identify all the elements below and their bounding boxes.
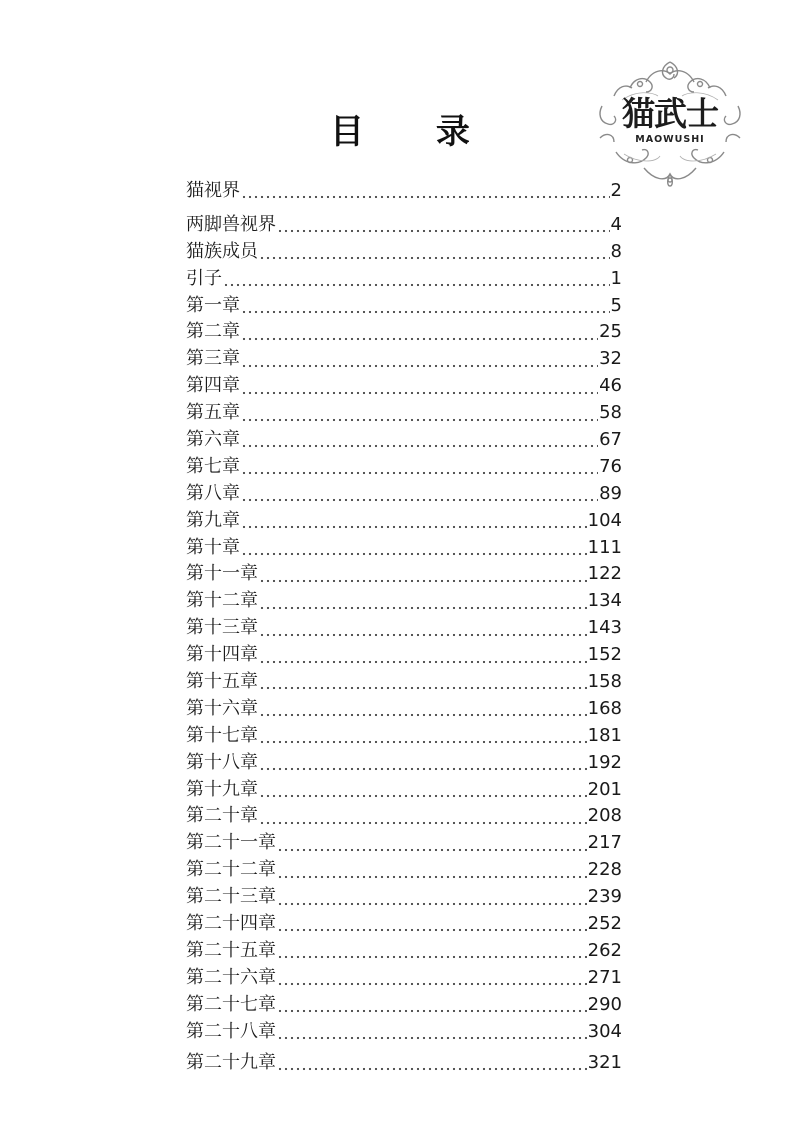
- page-title: 目 录: [330, 112, 500, 152]
- toc-entry-page-number: 181: [587, 724, 622, 746]
- toc-entry: [186, 481, 622, 508]
- dot-leader: [277, 1009, 587, 1013]
- toc-entry-label: 第二十一章: [186, 832, 276, 854]
- dot-leader: [277, 848, 587, 852]
- dot-leader: [259, 579, 587, 583]
- table-of-contents: [186, 178, 622, 1076]
- toc-entry: [186, 750, 622, 777]
- toc-entry-label: 第十九章: [186, 778, 258, 800]
- toc-entry-label: 第二十七章: [186, 993, 276, 1015]
- toc-entry-label: 猫族成员: [186, 240, 258, 262]
- toc-entry: [186, 911, 622, 938]
- toc-entry-page-number: 158: [587, 671, 622, 693]
- toc-entry-page-number: 262: [587, 939, 622, 961]
- dot-leader: [259, 256, 610, 260]
- toc-entry: [186, 373, 622, 400]
- toc-entry-page-number: 76: [599, 455, 622, 477]
- dot-leader: [277, 1036, 587, 1040]
- dot-leader: [259, 821, 587, 825]
- toc-entry-page-number: 192: [587, 751, 622, 773]
- toc-entry-label: 第十二章: [186, 590, 258, 612]
- toc-entry: [186, 239, 622, 266]
- toc-entry: [186, 508, 622, 535]
- toc-entry-label: 第十一章: [186, 563, 258, 585]
- toc-entry: [186, 293, 622, 320]
- toc-entry-label: 第十五章: [186, 671, 258, 693]
- toc-entry-page-number: 152: [587, 644, 622, 666]
- toc-entry-label: 第二十五章: [186, 939, 276, 961]
- toc-entry: [186, 588, 622, 615]
- dot-leader: [223, 283, 610, 287]
- dot-leader: [277, 928, 587, 932]
- logo-subtitle: MAOWUSHI: [635, 134, 705, 145]
- toc-entry-page-number: 25: [599, 321, 622, 343]
- toc-entry-label: 第二十六章: [186, 966, 276, 988]
- toc-entry: [186, 723, 622, 750]
- toc-entry: [186, 669, 622, 696]
- toc-entry: [186, 561, 622, 588]
- toc-entry-page-number: 143: [587, 617, 622, 639]
- toc-entry-page-number: 321: [587, 1051, 622, 1073]
- toc-entry: [186, 1050, 622, 1077]
- toc-entry-page-number: 46: [599, 375, 622, 397]
- toc-entry-page-number: 122: [587, 563, 622, 585]
- toc-entry-label: 第七章: [186, 455, 240, 477]
- toc-entry: [186, 615, 622, 642]
- toc-entry: [186, 696, 622, 723]
- toc-entry: [186, 266, 622, 293]
- dot-leader: [241, 418, 598, 422]
- toc-entry-label: 第八章: [186, 482, 240, 504]
- toc-entry-label: 第六章: [186, 429, 240, 451]
- toc-entry-label: 第十七章: [186, 724, 258, 746]
- toc-entry-page-number: 290: [587, 993, 622, 1015]
- dot-leader: [259, 633, 587, 637]
- toc-entry-label: 第十八章: [186, 751, 258, 773]
- toc-entry-label: 第四章: [186, 375, 240, 397]
- toc-entry: [186, 212, 622, 239]
- toc-entry-page-number: 2: [610, 180, 622, 201]
- toc-entry-label: 第一章: [186, 294, 240, 316]
- toc-entry-label: 第十四章: [186, 644, 258, 666]
- toc-entry-label: 引子: [186, 267, 222, 289]
- dot-leader: [241, 471, 598, 475]
- toc-entry-page-number: 5: [610, 294, 622, 316]
- dot-leader: [277, 875, 587, 879]
- toc-entry-label: 第九章: [186, 509, 240, 531]
- toc-entry-page-number: 168: [587, 697, 622, 719]
- toc-entry: [186, 346, 622, 373]
- toc-entry-label: 第五章: [186, 402, 240, 424]
- toc-entry: [186, 319, 622, 346]
- toc-entry-page-number: 271: [587, 966, 622, 988]
- toc-entry-page-number: 67: [599, 429, 622, 451]
- toc-entry: [186, 427, 622, 454]
- dot-leader: [259, 686, 587, 690]
- toc-entry-label: 第十六章: [186, 697, 258, 719]
- toc-entry: [186, 642, 622, 669]
- toc-entry-label: 猫视界: [186, 180, 240, 201]
- toc-entry: [186, 857, 622, 884]
- dot-leader: [259, 713, 587, 717]
- toc-entry-page-number: 201: [587, 778, 622, 800]
- logo-title: 猫武士: [622, 94, 718, 133]
- toc-entry-page-number: 228: [587, 859, 622, 881]
- dot-leader: [241, 391, 598, 395]
- toc-entry: [186, 535, 622, 562]
- toc-entry: [186, 965, 622, 992]
- dot-leader: [241, 498, 598, 502]
- toc-entry-page-number: 4: [610, 213, 622, 235]
- toc-entry-page-number: 134: [587, 590, 622, 612]
- dot-leader: [259, 794, 587, 798]
- toc-entry: [186, 777, 622, 804]
- dot-leader: [259, 767, 587, 771]
- series-logo: [596, 56, 744, 188]
- dot-leader: [259, 606, 587, 610]
- toc-entry-label: 第二十三章: [186, 886, 276, 908]
- toc-entry-label: 两脚兽视界: [186, 213, 276, 235]
- toc-entry: [186, 400, 622, 427]
- toc-entry: [186, 884, 622, 911]
- dot-leader: [241, 310, 610, 314]
- dot-leader: [277, 955, 587, 959]
- toc-entry: [186, 830, 622, 857]
- toc-entry-label: 第二十九章: [186, 1051, 276, 1073]
- toc-entry-page-number: 208: [587, 805, 622, 827]
- toc-entry-page-number: 239: [587, 886, 622, 908]
- toc-entry-page-number: 252: [587, 913, 622, 935]
- toc-entry-label: 第二十章: [186, 805, 258, 827]
- dot-leader: [241, 195, 610, 199]
- dot-leader: [277, 1067, 587, 1071]
- toc-entry-label: 第二十八章: [186, 1020, 276, 1042]
- toc-entry: [186, 992, 622, 1019]
- dot-leader: [259, 740, 587, 744]
- dot-leader: [277, 229, 610, 233]
- toc-entry-label: 第三章: [186, 348, 240, 370]
- dot-leader: [241, 444, 598, 448]
- toc-entry: [186, 1019, 622, 1046]
- toc-entry: [186, 938, 622, 965]
- dot-leader: [277, 902, 587, 906]
- toc-entry-label: 第二十四章: [186, 913, 276, 935]
- toc-entry: [186, 803, 622, 830]
- toc-entry-page-number: 8: [610, 240, 622, 262]
- toc-entry-page-number: 1: [610, 267, 622, 289]
- dot-leader: [259, 660, 587, 664]
- toc-entry-page-number: 32: [599, 348, 622, 370]
- dot-leader: [241, 337, 598, 341]
- toc-entry-label: 第十章: [186, 536, 240, 558]
- toc-entry-page-number: 104: [587, 509, 622, 531]
- dot-leader: [241, 552, 587, 556]
- toc-entry-label: 第二十二章: [186, 859, 276, 881]
- toc-entry: [186, 178, 622, 205]
- toc-entry-label: 第二章: [186, 321, 240, 343]
- toc-entry-page-number: 304: [587, 1020, 622, 1042]
- toc-entry-page-number: 58: [599, 402, 622, 424]
- toc-entry-label: 第十三章: [186, 617, 258, 639]
- toc-entry-page-number: 89: [599, 482, 622, 504]
- dot-leader: [241, 364, 598, 368]
- dot-leader: [277, 982, 587, 986]
- dot-leader: [241, 525, 587, 529]
- toc-entry-page-number: 217: [587, 832, 622, 854]
- toc-entry: [186, 454, 622, 481]
- toc-entry-page-number: 111: [587, 536, 622, 558]
